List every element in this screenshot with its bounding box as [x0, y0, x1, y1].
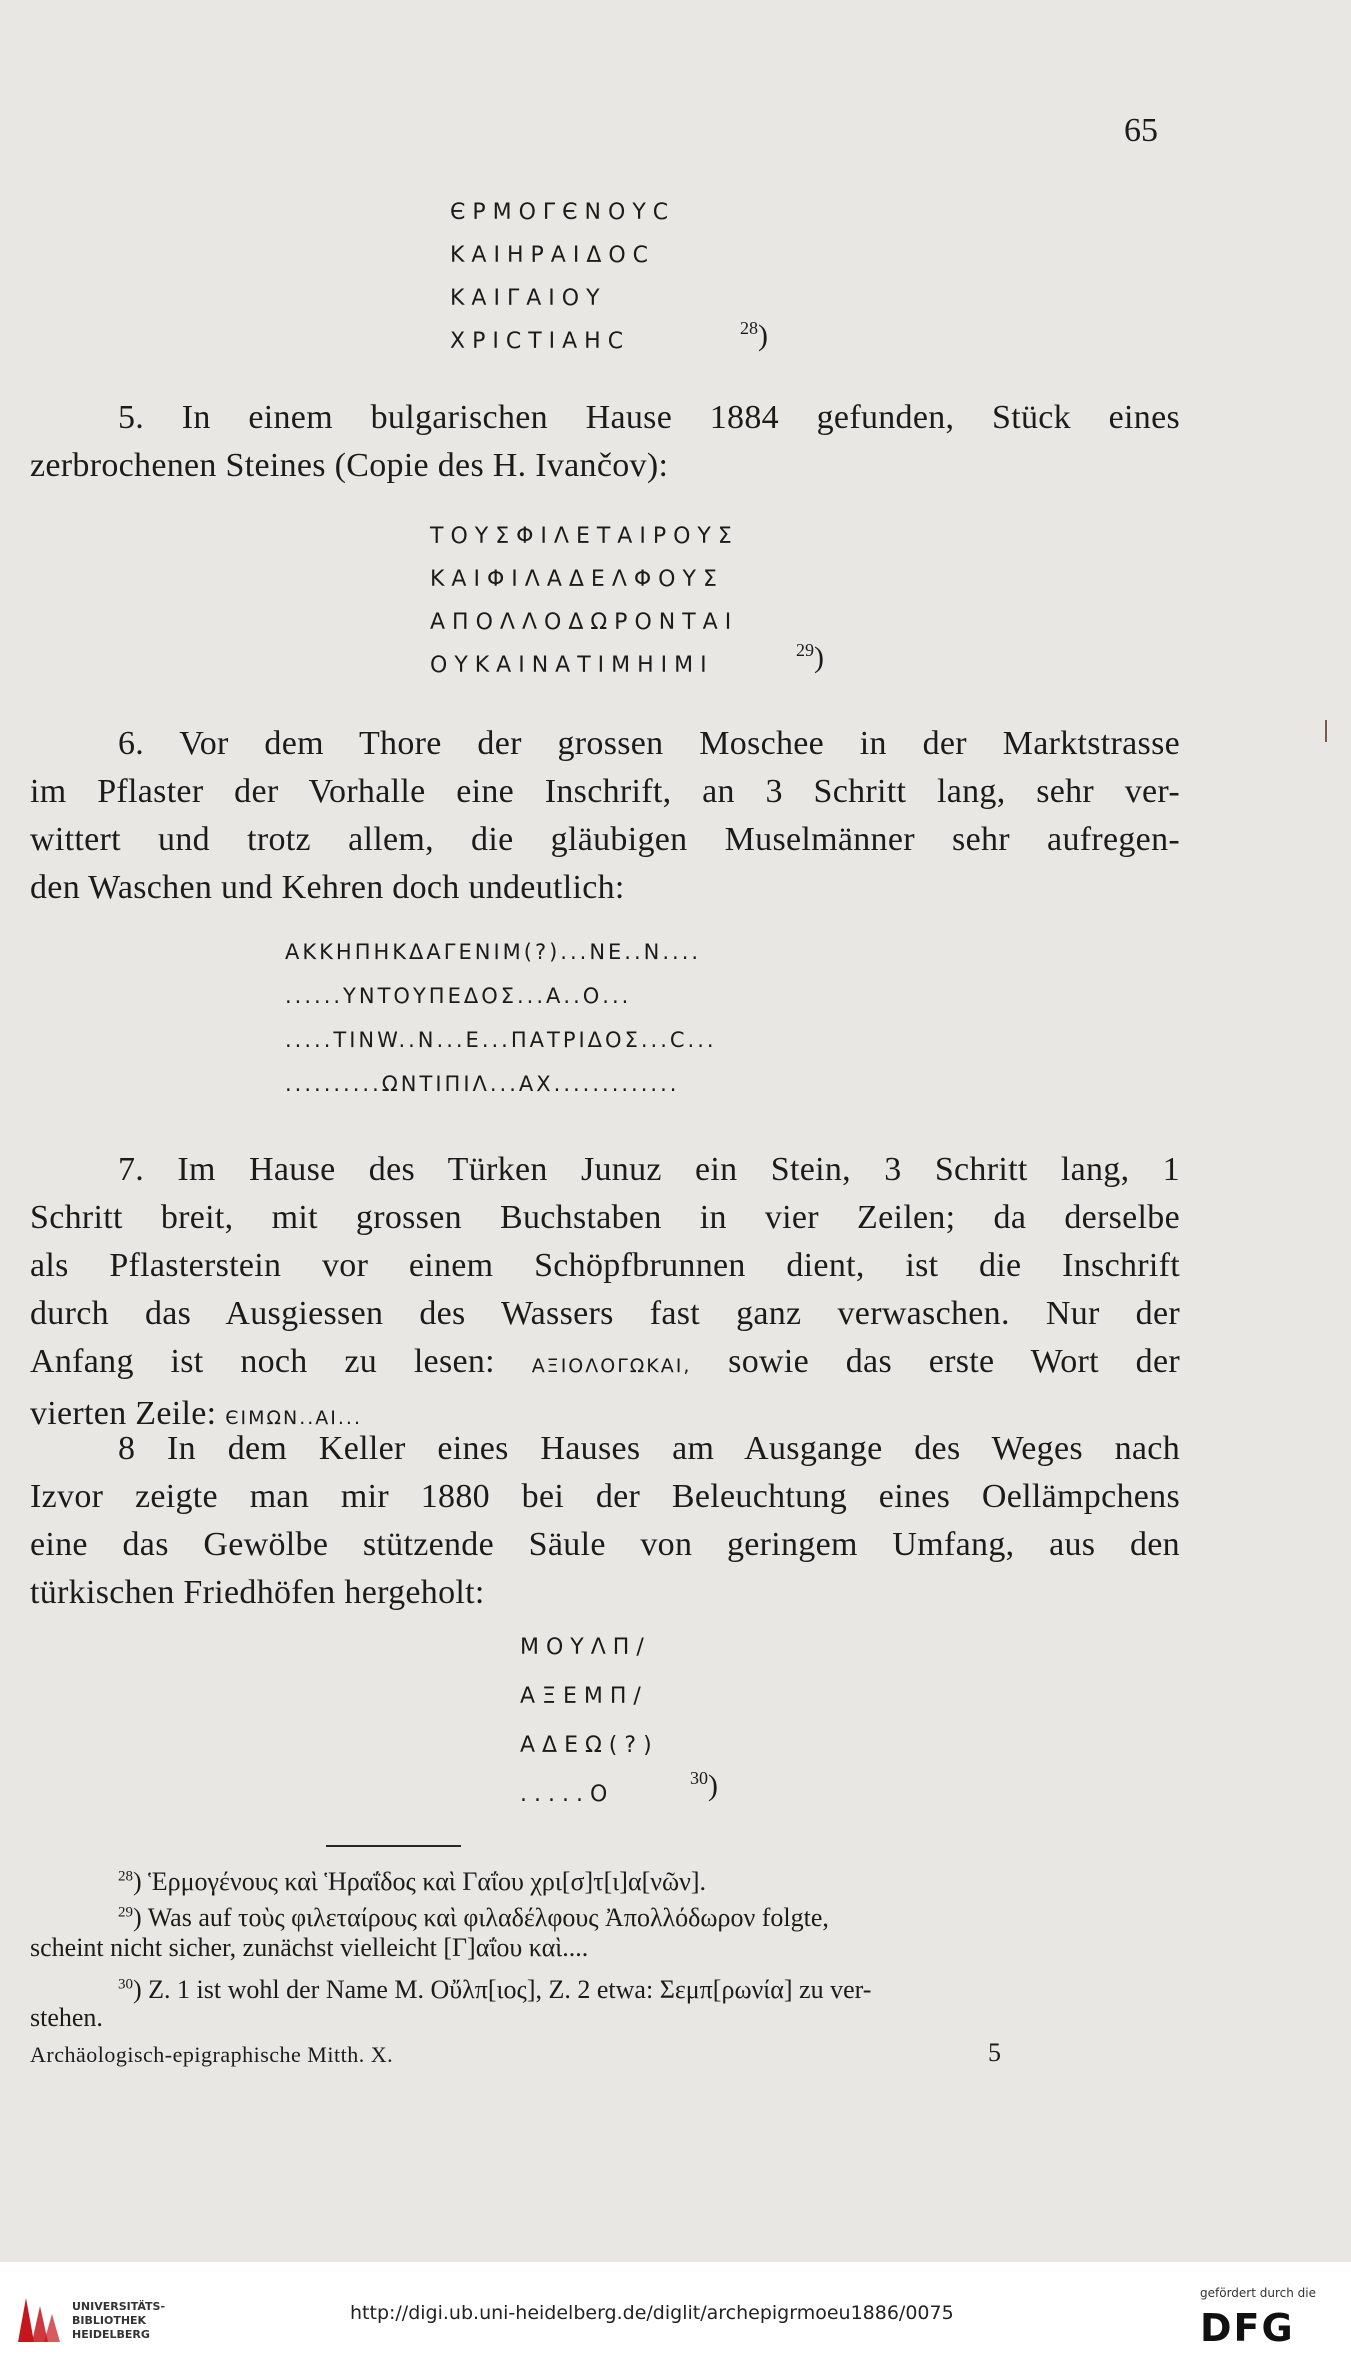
- footnote-28: $^{28}$) Ἑρμογένους καὶ Ἡραΐδος καὶ Γαΐου χρι[σ]τ[ι]α[νῶν].: [118, 1866, 707, 1896]
- signature-line: Archäologisch-epigraphische Mitth. X.: [30, 2042, 394, 2067]
- paragraph-7: [30, 1146, 1180, 1442]
- university-name: UNIVERSITÄTS- BIBLIOTHEK HEIDELBERG: [72, 2300, 166, 2341]
- inscription-line: ΧΡΙϹΤΙΑΗϹ: [450, 329, 631, 354]
- university-logo-icon: [12, 2292, 62, 2348]
- paragraph-6: [30, 720, 1180, 912]
- inscription-line: ΑΠΟΛΛΟΔΩΡΟΝΤΑΙ: [430, 610, 739, 635]
- footnote-divider: [326, 1845, 461, 1847]
- margin-mark: [1325, 720, 1327, 742]
- text-line: 8 In dem Keller eines Hauses am Ausgange des Weges nach: [118, 1430, 1180, 1467]
- funding-note: gefördert durch die: [1200, 2286, 1316, 2300]
- inscription-line: ЄΡΜΟΓЄΝΟΥϹ: [450, 200, 676, 225]
- inscription-line: ΑΚΚΗΠΗΚΔΑΓΕΝΙΜ(?)...ΝΕ..Ν....: [285, 940, 702, 964]
- signature-number: 5: [988, 2038, 1001, 2067]
- inscription-line: .....Ο: [520, 1782, 615, 1807]
- inline-inscription: ЄΙΜΩΝ..ΑΙ...: [225, 1407, 362, 1429]
- inscription-line: ΚΑΙΗΡΑΙΔΟϹ: [450, 243, 656, 268]
- footnote-30-cont: stehen.: [30, 2003, 103, 2032]
- inscription-line: ..........ΩΝΤΙΠΙΛ...ΑΧ.............: [285, 1072, 680, 1096]
- paragraph-5: [30, 394, 1180, 490]
- inscription-line: ......ΥΝΤΟΥΠΕΔΟΣ...Α..Ο...: [285, 984, 632, 1008]
- inscription-line: ΤΟΥΣΦΙΛΕΤΑΙΡΟΥΣ: [430, 524, 739, 549]
- inscription-line: ΚΑΙΦΙΛΑΔΕΛΦΟΥΣ: [430, 567, 724, 592]
- text-line: 5. In einem bulgarischen Hause 1884 gefunden, Stück eines: [118, 399, 1180, 436]
- text-line: Izvor zeigte man mir 1880 bei der Beleuchtung eines Oellämpchens: [30, 1478, 1180, 1515]
- footnote-30: $^{30}$) Z. 1 ist wohl der Name M. Οὔλπ[ιος], Z. 2 etwa: Σεμπ[ρωνία] zu ver-: [118, 1974, 872, 2004]
- footnote-29: $^{29}$) Was auf τοὺς φιλεταίρους καὶ φιλαδέλφους Ἀπολλόδωρον folgte,: [118, 1902, 829, 1932]
- inscription-line: ΑΔΕΩ(?): [520, 1733, 659, 1758]
- dfg-logo: DFG: [1200, 2306, 1295, 2350]
- inscription-line: ΜΟΥΛΠ/: [520, 1635, 651, 1660]
- text-line: wittert und trotz allem, die gläubigen Muselmänner sehr aufregen-: [30, 821, 1180, 858]
- footnote-29-cont: scheint nicht sicher, zunächst vielleicht [Γ]αΐου καὶ....: [30, 1933, 589, 1962]
- text-line: durch das Ausgiessen des Wassers fast ganz verwaschen. Nur der: [30, 1295, 1180, 1332]
- inscription-line: ΟΥΚΑΙΝΑΤΙΜΗΙΜΙ: [430, 653, 714, 678]
- text-line: vierten Zeile: ЄΙΜΩΝ..ΑΙ...: [30, 1395, 362, 1432]
- text-line: im Pflaster der Vorhalle eine Inschrift, an 3 Schritt lang, sehr ver-: [30, 773, 1180, 810]
- permalink-url[interactable]: http://digi.ub.uni-heidelberg.de/diglit/archepigrmoeu1886/0075: [350, 2302, 954, 2324]
- paragraph-8: [30, 1425, 1180, 1617]
- footnote-ref-30: $^{30}$): [690, 1768, 718, 1802]
- text-line: eine das Gewölbe stützende Säule von geringem Umfang, aus den: [30, 1526, 1180, 1563]
- text-line: 6. Vor dem Thore der grossen Moschee in der Marktstrasse: [118, 725, 1180, 762]
- footnote-ref-28: $^{28}$): [740, 318, 768, 352]
- text-line: Anfang ist noch zu lesen: ΑΞΙΟΛΟΓΩΚΑΙ, sowie das erste Wort der: [30, 1343, 1180, 1380]
- text-line: 7. Im Hause des Türken Junuz ein Stein, 3 Schritt lang, 1: [118, 1151, 1180, 1188]
- inscription-line: .....ΤΙΝW..Ν...Ε...ΠΑΤΡΙΔΟΣ...C...: [285, 1028, 717, 1052]
- text-line: den Waschen und Kehren doch undeutlich:: [30, 869, 625, 906]
- inscription-line: ΑΞΕΜΠ/: [520, 1684, 648, 1709]
- page-number: 65: [1124, 112, 1158, 149]
- inline-inscription: ΑΞΙΟΛΟΓΩΚΑΙ,: [531, 1355, 692, 1377]
- text-line: türkischen Friedhöfen hergeholt:: [30, 1574, 485, 1611]
- footer-bar: [0, 2262, 1351, 2373]
- text-line: zerbrochenen Steines (Copie des H. Ivančov):: [30, 447, 669, 484]
- footnote-ref-29: $^{29}$): [796, 640, 824, 674]
- text-line: Schritt breit, mit grossen Buchstaben in vier Zeilen; da derselbe: [30, 1199, 1180, 1236]
- inscription-line: ΚΑΙΓΑΙΟΥ: [450, 286, 607, 311]
- text-line: als Pflasterstein vor einem Schöpfbrunnen dient, ist die Inschrift: [30, 1247, 1180, 1284]
